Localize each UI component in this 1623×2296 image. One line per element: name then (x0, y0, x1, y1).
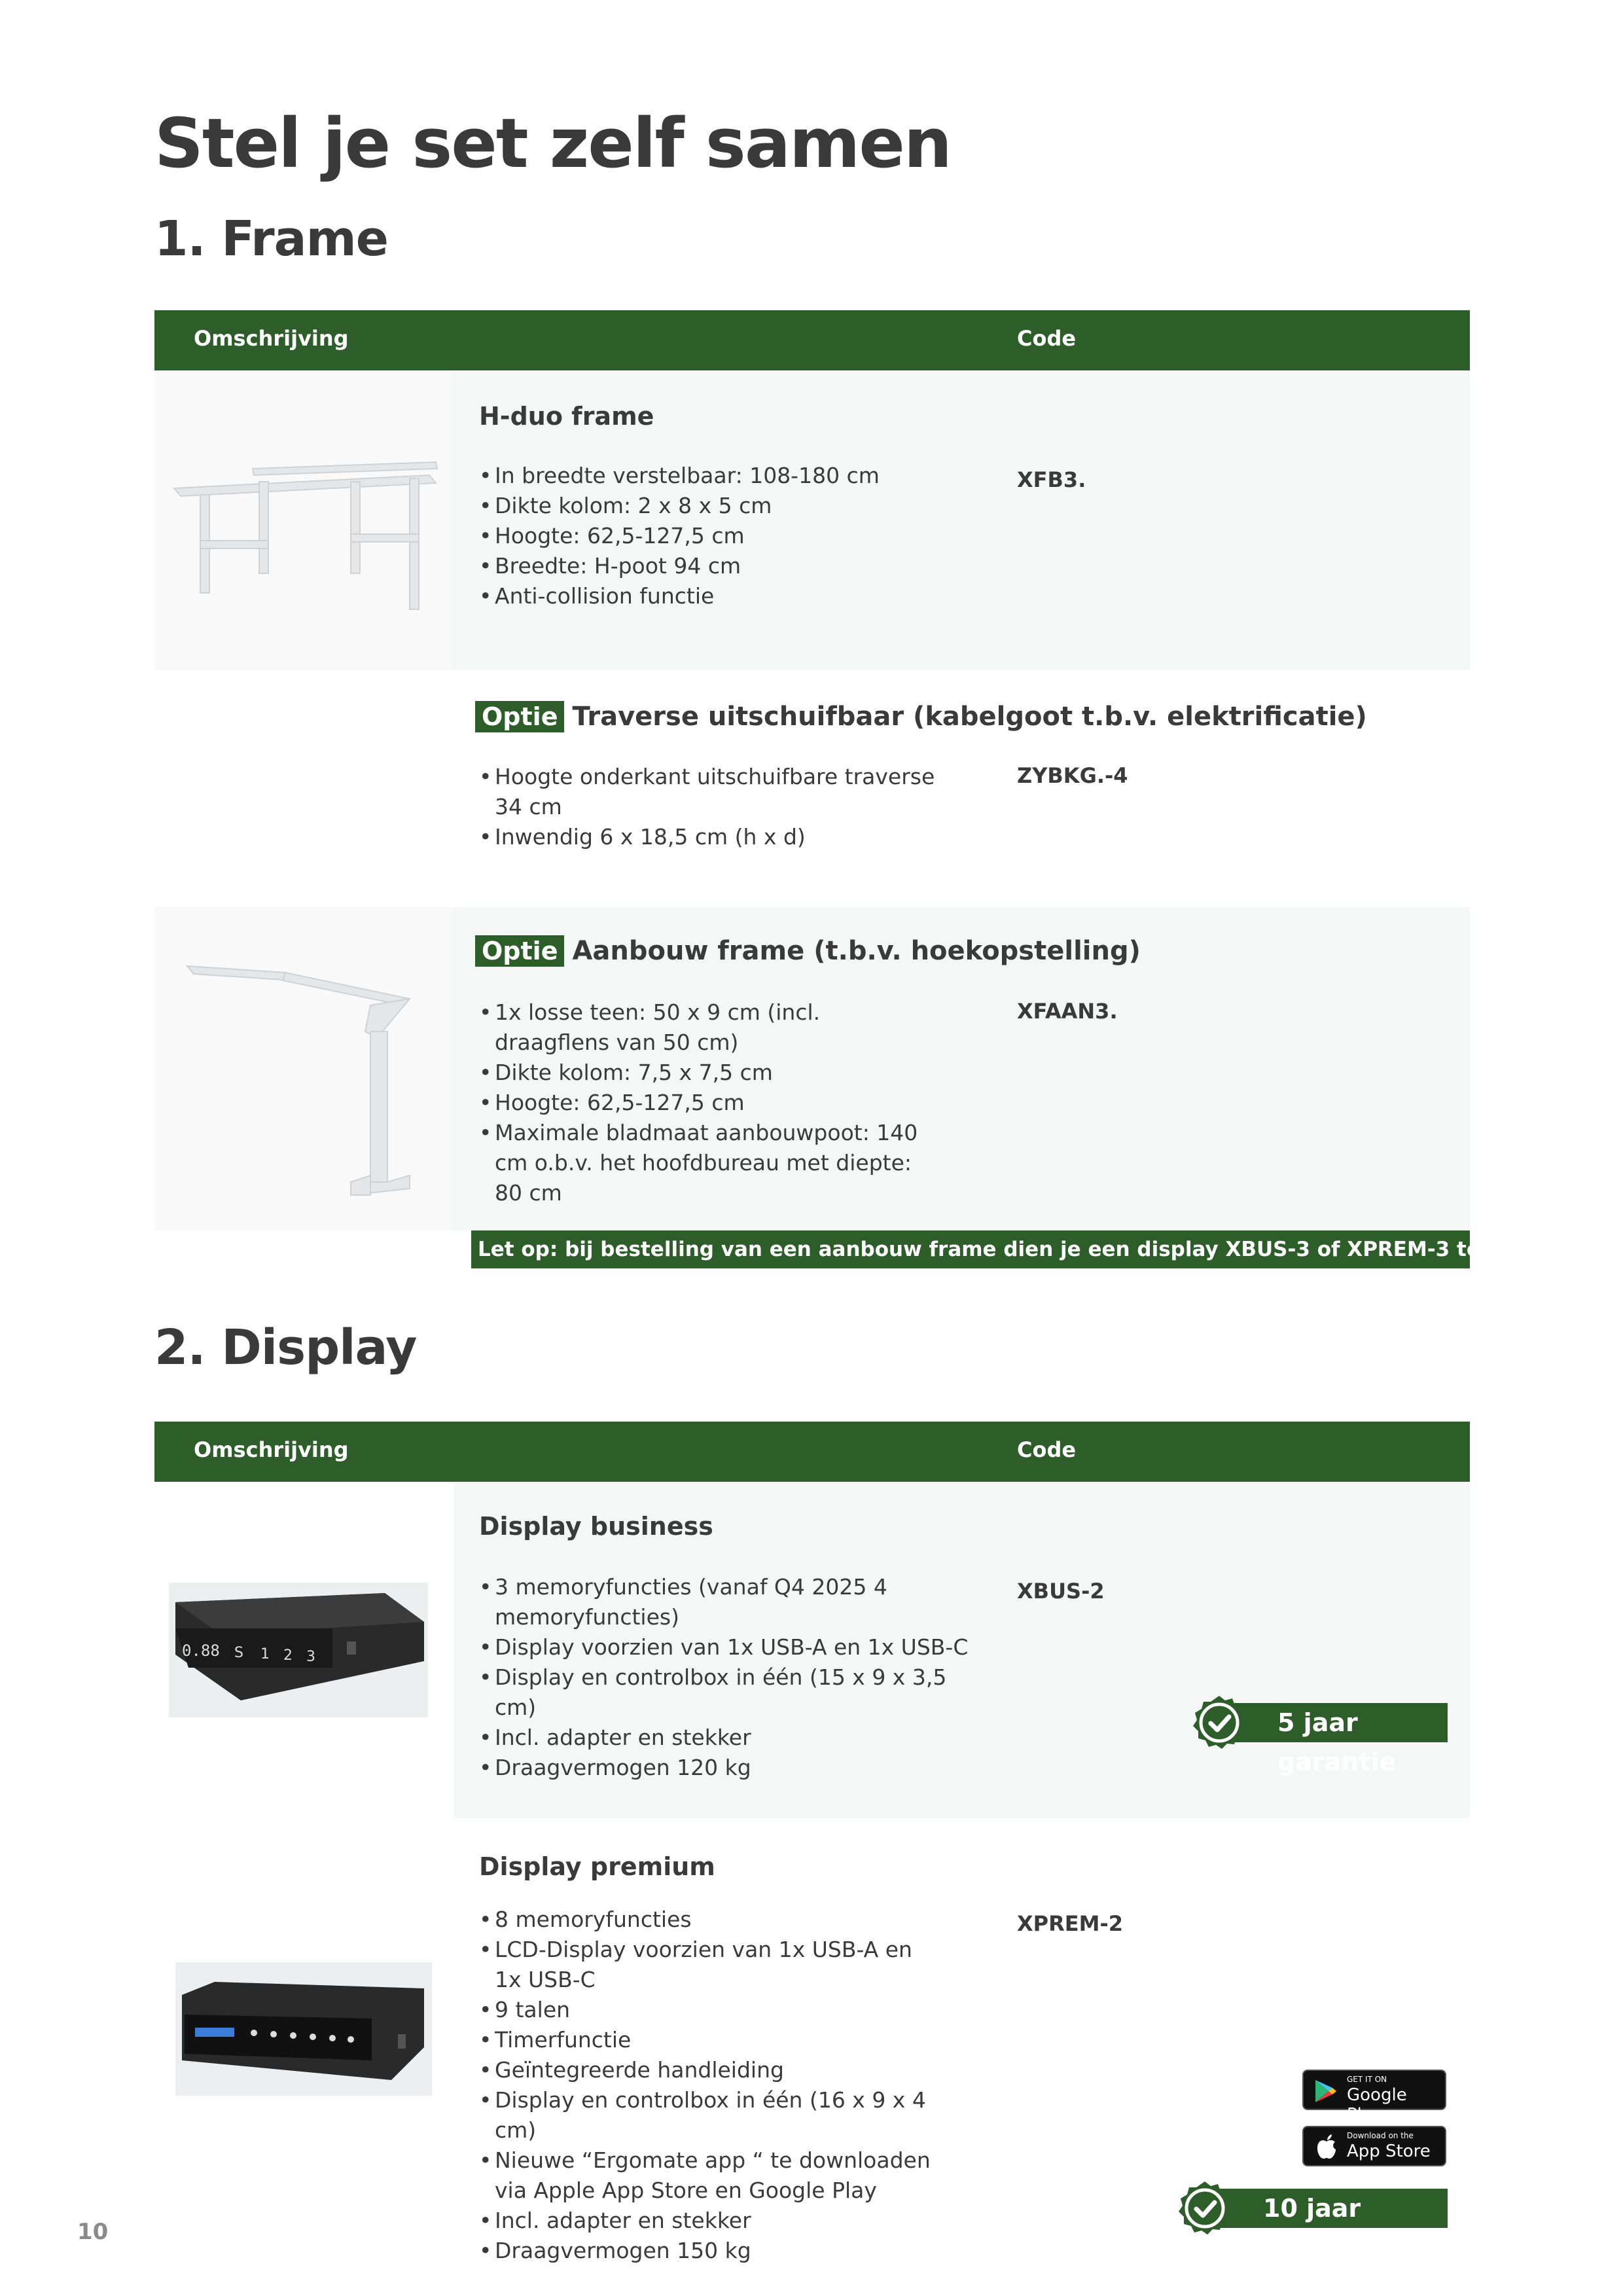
apple-icon (1315, 2134, 1338, 2160)
product-code-premium: XPREM-2 (1017, 1911, 1124, 1936)
order-note: Let op: bij bestelling van een aanbouw frame dien je een display XBUS-3 of XPREM-3 te bestellen. (471, 1230, 1470, 1268)
keypad-2: 2 (283, 1647, 293, 1664)
spec-list-business (479, 1572, 976, 1783)
option-title-traverse: Traverse uitschuifbaar (kabelgoot t.b.v. elektrificatie) (572, 702, 1367, 732)
option-tag: Optie (475, 935, 564, 967)
spec-item: • 3 memoryfuncties (vanaf Q4 2025 4 memoryfuncties) (479, 1572, 976, 1632)
warranty-badge-5 (1191, 1691, 1448, 1776)
spec-item: • Breedte: H-poot 94 cm (479, 551, 950, 581)
product-title-business: Display business (479, 1512, 713, 1541)
table-header-display (154, 1422, 1470, 1482)
spec-item: • Draagvermogen 120 kg (479, 1753, 976, 1783)
spec-item: • 9 talen (479, 1995, 937, 2025)
spec-item: • LCD-Display voorzien van 1x USB-A en 1x USB-C (479, 1935, 937, 1995)
app-store-badge[interactable] (1302, 2126, 1446, 2166)
warranty-label: 10 jaar garantie (1203, 2189, 1448, 2228)
keypad-s: S (234, 1645, 243, 1661)
spec-item: • In breedte verstelbaar: 108-180 cm (479, 461, 950, 491)
check-seal-icon (1191, 1695, 1247, 1751)
product-code-business: XBUS-2 (1017, 1579, 1105, 1604)
keypad-display: 0.88 (182, 1641, 220, 1660)
header-code: Code (1017, 1437, 1077, 1462)
keypad-3: 3 (306, 1649, 315, 1665)
spec-item: • Maximale bladmaat aanbouwpoot: 140 cm o.b.v. het hoofdbureau met diepte: 80 cm (479, 1118, 924, 1208)
display-business-image (169, 1583, 428, 1717)
warranty-label: 5 jaar garantie (1217, 1703, 1448, 1742)
product-code-traverse: ZYBKG.-4 (1017, 763, 1128, 788)
google-play-small: GET IT ON (1347, 2075, 1387, 2084)
check-seal-icon (1177, 2180, 1233, 2236)
keypad-1: 1 (260, 1646, 270, 1662)
spec-item: • Display en controlbox in één (15 x 9 x 3,5 cm) (479, 1662, 976, 1723)
product-title-premium: Display premium (479, 1852, 715, 1881)
display-premium-image (175, 1962, 432, 2096)
google-play-large: Google Play (1347, 2085, 1407, 2125)
header-code: Code (1017, 326, 1077, 351)
spec-item: • 8 memoryfuncties (479, 1905, 937, 1935)
page-title: Stel je set zelf samen (154, 103, 951, 183)
spec-item: • Incl. adapter en stekker (479, 2206, 937, 2236)
spec-item: • Draagvermogen 150 kg (479, 2236, 937, 2266)
app-store-small: Download on the (1347, 2131, 1414, 2140)
spec-item: • Display voorzien van 1x USB-A en 1x USB-C (479, 1632, 976, 1662)
header-omschrijving: Omschrijving (194, 326, 349, 351)
spec-list-h-duo (479, 461, 950, 611)
spec-item: • Nieuwe “Ergomate app “ te downloaden via Apple App Store en Google Play (479, 2145, 937, 2206)
table-header-frame (154, 310, 1470, 370)
spec-item: • Dikte kolom: 7,5 x 7,5 cm (479, 1058, 924, 1088)
spec-item: • Incl. adapter en stekker (479, 1723, 976, 1753)
google-play-icon (1313, 2079, 1338, 2104)
option-title-aanbouw: Aanbouw frame (t.b.v. hoekopstelling) (572, 936, 1141, 966)
spec-item: • Anti-collision functie (479, 581, 950, 611)
spec-item: • Hoogte onderkant uitschuifbare traverse 34 cm (479, 762, 937, 822)
app-store-large: App Store (1347, 2142, 1431, 2161)
google-play-badge[interactable] (1302, 2070, 1446, 2125)
spec-list-aanbouw (479, 997, 924, 1208)
spec-item: • 1x losse teen: 50 x 9 cm (incl. draagflens van 50 cm) (479, 997, 924, 1058)
page-number: 10 (77, 2219, 109, 2245)
section-heading-display: 2. Display (154, 1319, 417, 1376)
spec-item: • Dikte kolom: 2 x 8 x 5 cm (479, 491, 950, 521)
spec-item: • Hoogte: 62,5-127,5 cm (479, 521, 950, 551)
warranty-badge-10 (1177, 2177, 1448, 2262)
spec-item: • Inwendig 6 x 18,5 cm (h x d) (479, 822, 937, 852)
spec-item: • Display en controlbox in één (16 x 9 x 4 cm) (479, 2085, 937, 2145)
product-code-h-duo: XFB3. (1017, 467, 1086, 492)
spec-item: • Geïntegreerde handleiding (479, 2055, 937, 2085)
option-tag: Optie (475, 701, 564, 732)
product-code-aanbouw: XFAAN3. (1017, 999, 1118, 1024)
header-omschrijving: Omschrijving (194, 1437, 349, 1462)
h-duo-frame-image (154, 370, 453, 670)
product-title-h-duo: H-duo frame (479, 402, 654, 431)
spec-list-traverse (479, 762, 937, 852)
aanbouw-frame-image (154, 907, 453, 1230)
spec-item: • Hoogte: 62,5-127,5 cm (479, 1088, 924, 1118)
section-heading-frame: 1. Frame (154, 211, 388, 267)
option-traverse-heading (475, 702, 1367, 732)
option-aanbouw-heading (475, 936, 1141, 966)
spec-item: • Timerfunctie (479, 2025, 937, 2055)
spec-list-premium (479, 1905, 937, 2266)
